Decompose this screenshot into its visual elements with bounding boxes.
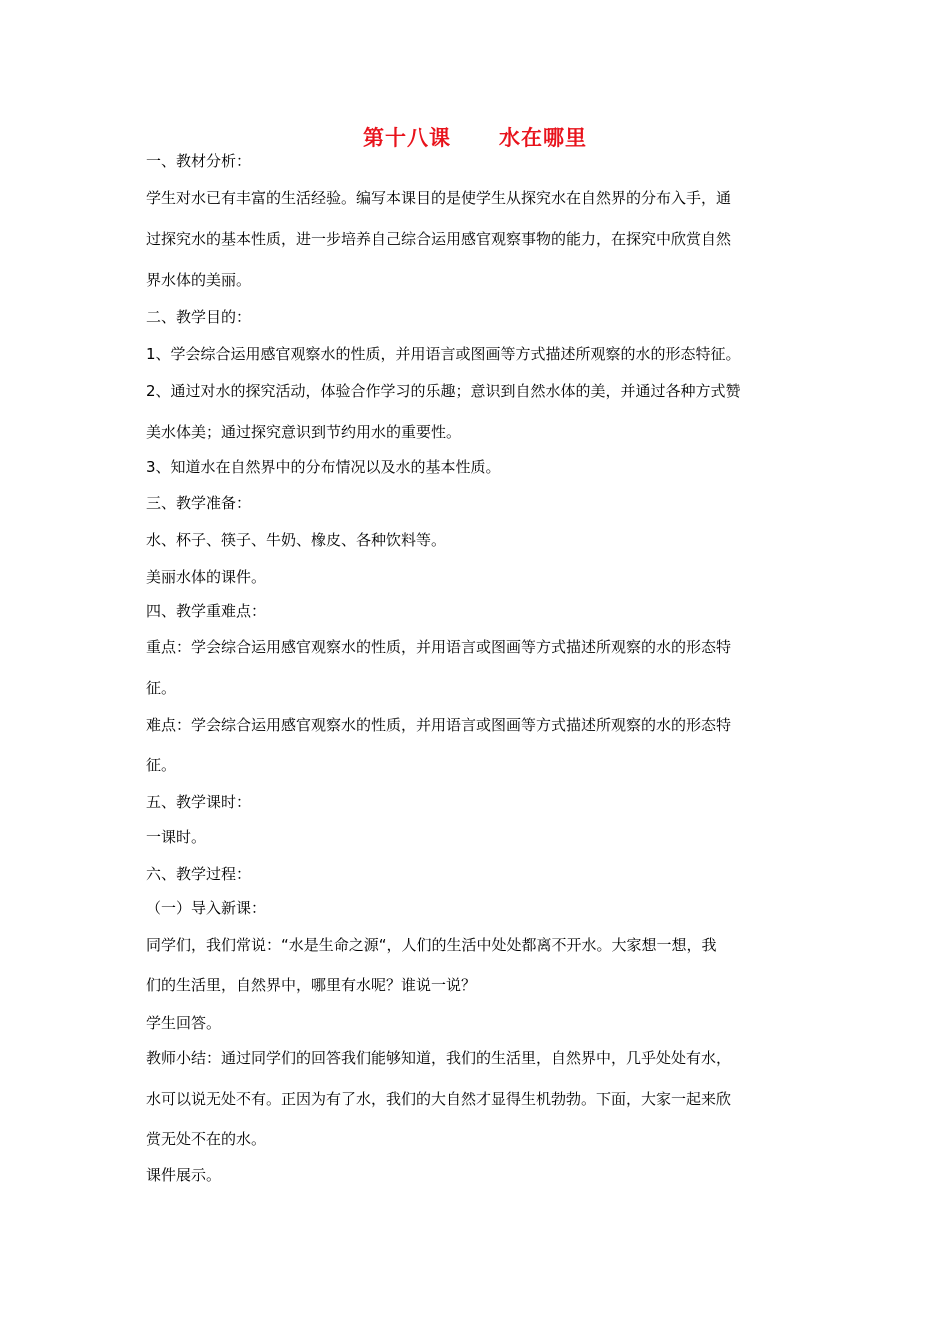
document-title — [0, 122, 950, 152]
paragraph-line: 教师小结：通过同学们的回答我们能够知道，我们的生活里，自然界中，几乎处处有水， — [146, 1049, 732, 1067]
paragraph-line: 过探究水的基本性质，进一步培养自己综合运用感官观察事物的能力，在探究中欣赏自然 — [146, 230, 732, 248]
paragraph-line: 3、知道水在自然界中的分布情况以及水的基本性质。 — [146, 458, 501, 476]
paragraph-line: 美丽水体的课件。 — [146, 568, 267, 586]
lesson-number: 第十八课 — [363, 126, 451, 150]
paragraph-line: 难点：学会综合运用感官观察水的性质，并用语言或图画等方式描述所观察的水的形态特 — [146, 716, 732, 734]
paragraph-line: 界水体的美丽。 — [146, 271, 252, 289]
section-heading: 六、教学过程： — [146, 865, 252, 883]
section-heading: 一、教材分析： — [146, 152, 252, 170]
paragraph-line: 学生回答。 — [146, 1014, 222, 1032]
paragraph-line: 同学们，我们常说：“水是生命之源“，人们的生活中处处都离不开水。大家想一想，我 — [146, 936, 717, 954]
paragraph-line: 重点：学会综合运用感官观察水的性质，并用语言或图画等方式描述所观察的水的形态特 — [146, 638, 732, 656]
paragraph-line: 一课时。 — [146, 828, 207, 846]
section-heading: 五、教学课时： — [146, 793, 252, 811]
subsection-heading: （一）导入新课： — [146, 899, 267, 917]
section-heading: 三、教学准备： — [146, 494, 252, 512]
paragraph-line: 课件展示。 — [146, 1166, 222, 1184]
paragraph-line: 征。 — [146, 679, 177, 697]
paragraph-line: 水可以说无处不有。正因为有了水，我们的大自然才显得生机勃勃。下面，大家一起来欣 — [146, 1090, 732, 1108]
section-heading: 四、教学重难点： — [146, 602, 267, 620]
paragraph-line: 赏无处不在的水。 — [146, 1130, 267, 1148]
lesson-topic: 水在哪里 — [499, 126, 587, 150]
paragraph-line: 学生对水已有丰富的生活经验。编写本课目的是使学生从探究水在自然界的分布入手，通 — [146, 189, 732, 207]
paragraph-line: 美水体美；通过探究意识到节约用水的重要性。 — [146, 423, 462, 441]
paragraph-line: 征。 — [146, 756, 177, 774]
paragraph-line: 1、学会综合运用感官观察水的性质，并用语言或图画等方式描述所观察的水的形态特征。 — [146, 345, 741, 363]
paragraph-line: 2、通过对水的探究活动，体验合作学习的乐趣；意识到自然水体的美，并通过各种方式赞 — [146, 382, 741, 400]
section-heading: 二、教学目的： — [146, 308, 252, 326]
paragraph-line: 水、杯子、筷子、牛奶、橡皮、各种饮料等。 — [146, 531, 447, 549]
paragraph-line: 们的生活里，自然界中，哪里有水呢？谁说一说？ — [146, 976, 477, 994]
